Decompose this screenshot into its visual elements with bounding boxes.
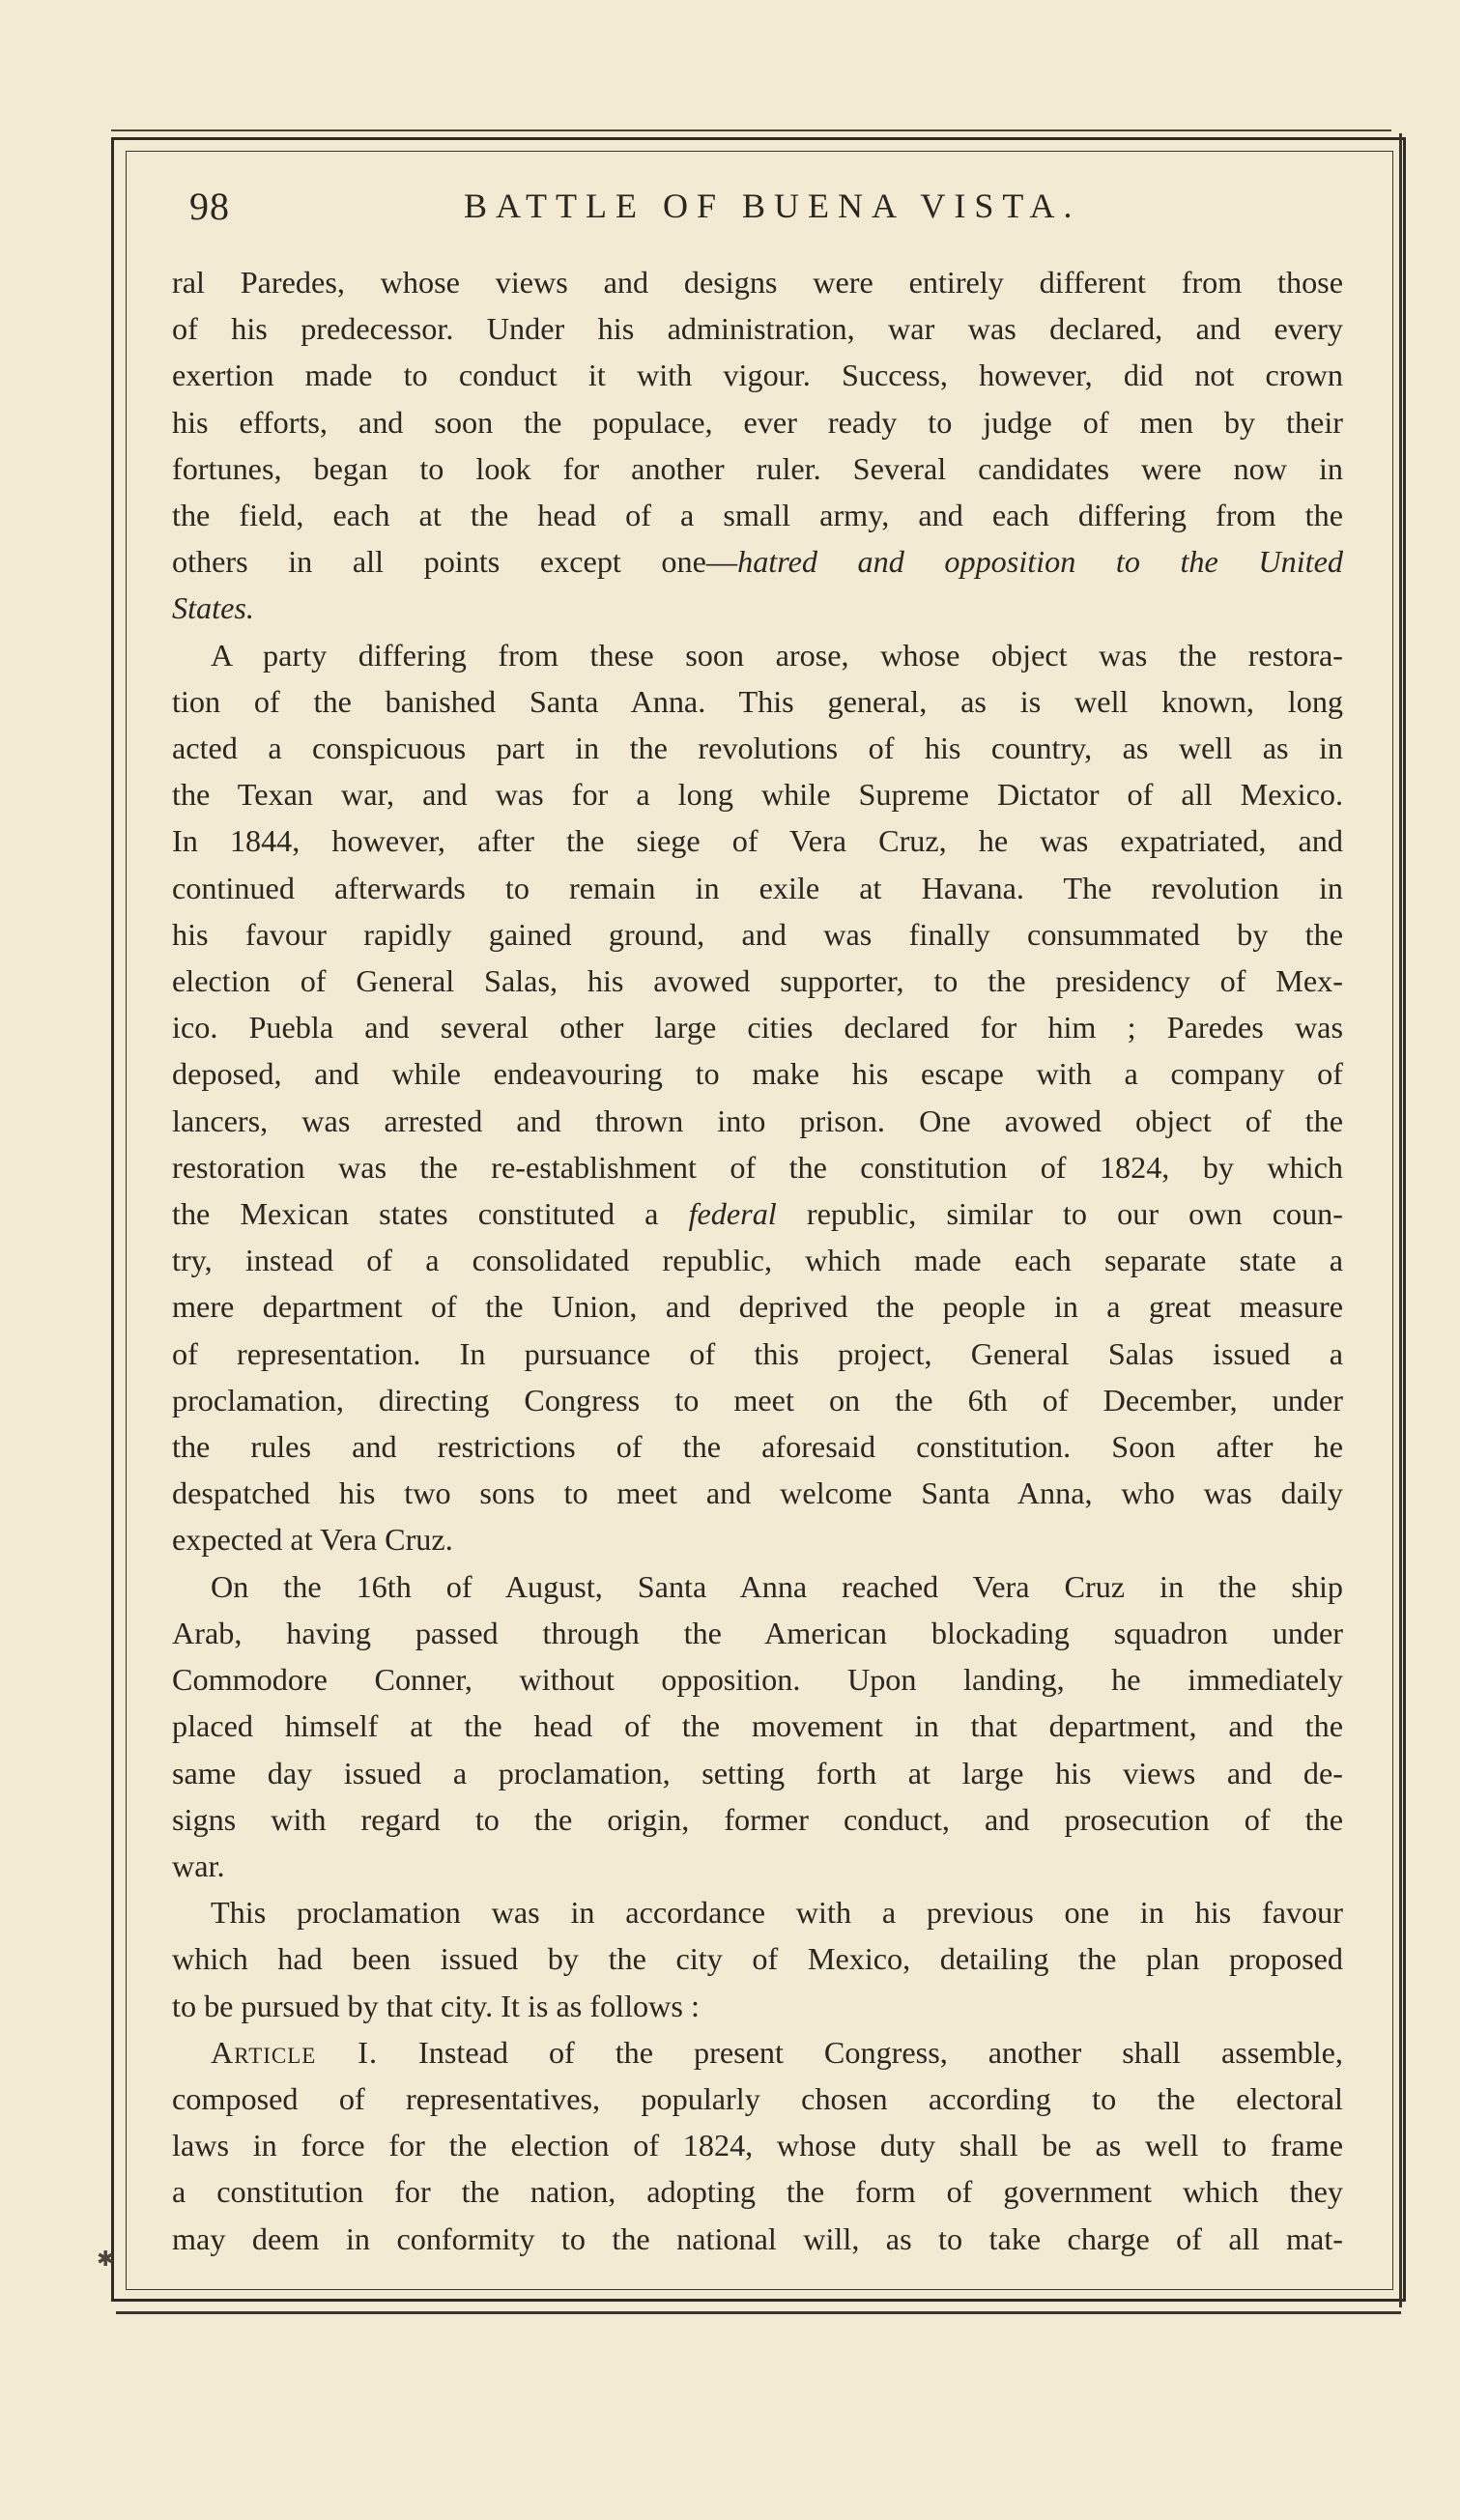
body-text [172,259,1343,2262]
page-number: 98 [189,185,230,228]
text-line: Arab, having passed through the American blockading squadron under [172,1615,1343,1650]
text-line: ral Paredes, whose views and designs were entirely different from those [172,265,1343,300]
text-run: the Mexican states constituted a [172,1196,689,1232]
text-line: This proclamation was in accordance with a previous one in his favour [211,1895,1343,1931]
text-line: election of General Salas, his avowed supporter, to the presidency of Mex- [172,963,1343,999]
text-line: ico. Puebla and several other large cities declared for him ; Paredes was [172,1010,1343,1045]
article-heading: Article I. [211,2034,379,2070]
text-line: In 1844, however, after the siege of Vera Cruz, he was expatriated, and [172,823,1343,859]
text-line: Commodore Conner, without opposition. Upon landing, he immediately [172,1662,1343,1698]
text-run: republic, similar to our own coun- [776,1196,1343,1232]
italic-text: federal [688,1196,777,1232]
text-line: a constitution for the nation, adopting the form of government which they [172,2174,1343,2210]
text-line: expected at Vera Cruz. [172,1522,453,1558]
text-line: exertion made to conduct it with vigour. Success, however, did not crown [172,358,1343,393]
page-header [145,180,1382,247]
text-line: fortunes, began to look for another ruler. Several candidates were now in [172,450,1343,486]
text-line: continued afterwards to remain in exile at Havana. The revolution in [172,870,1343,905]
text-line [172,2029,1343,2076]
text-line: mere department of the Union, and deprived the people in a great measure [172,1289,1343,1325]
text-line: may deem in conformity to the national will, as to take charge of all mat- [172,2220,1343,2256]
text-line: proclamation, directing Congress to meet on the 6th of December, under [172,1382,1343,1418]
text-line [172,538,1343,585]
text-line: signs with regard to the origin, former conduct, and prosecution of the [172,1801,1343,1837]
text-line: lancers, was arrested and thrown into prison. One avowed object of the [172,1102,1343,1138]
text-line: deposed, and while endeavouring to make his escape with a company of [172,1056,1343,1092]
text-line: the rules and restrictions of the aforesaid constitution. Soon after he [172,1429,1343,1465]
text-line: to be pursued by that city. It is as follows : [172,1988,700,2023]
text-line: of his predecessor. Under his administration, war was declared, and every [172,311,1343,347]
text-line: same day issued a proclamation, setting forth at large his views and de- [172,1755,1343,1790]
text-run: Instead of the present Congress, another shall assemble, [378,2034,1343,2070]
text-line: the field, each at the head of a small army, and each differing from the [172,498,1343,533]
text-line: composed of representatives, popularly chosen according to the electoral [172,2080,1343,2116]
text-line: tion of the banished Santa Anna. This general, as is well known, long [172,683,1343,719]
margin-mark: ✱ [97,2247,115,2271]
italic-text: hatred and opposition to the United [737,544,1343,580]
text-line: laws in force for the election of 1824, whose duty shall be as well to frame [172,2128,1343,2163]
text-line: his efforts, and soon the populace, ever ready to judge of men by their [172,404,1343,440]
text-line: despatched his two sons to meet and welcome Santa Anna, who was daily [172,1475,1343,1511]
frame-right-rule [1399,133,1402,2307]
frame-top-rule [111,129,1391,131]
text-line: acted a conspicuous part in the revolutions of his country, as well as in [172,730,1343,766]
text-line: A party differing from these soon arose, whose object was the restora- [211,637,1343,673]
running-head: BATTLE OF BUENA VISTA. [464,186,1081,225]
text-line: States. [172,590,254,626]
text-line: the Texan war, and was for a long while Supreme Dictator of all Mexico. [172,777,1343,813]
text-line: restoration was the re-establishment of the constitution of 1824, by which [172,1149,1343,1185]
frame-bottom-rule [116,2311,1401,2314]
text-line [172,1190,1343,1237]
text-line: his favour rapidly gained ground, and was finally consummated by the [172,916,1343,952]
text-line: placed himself at the head of the movement in that department, and the [172,1708,1343,1744]
text-line: On the 16th of August, Santa Anna reached Vera Cruz in the ship [211,1568,1343,1604]
text-line: of representation. In pursuance of this project, General Salas issued a [172,1335,1343,1371]
text-line: war. [172,1847,225,1883]
text-run: others in all points except one— [172,544,738,580]
text-line: which had been issued by the city of Mexico, detailing the plan proposed [172,1941,1343,1977]
text-line: try, instead of a consolidated republic, which made each separate state a [172,1243,1343,1278]
